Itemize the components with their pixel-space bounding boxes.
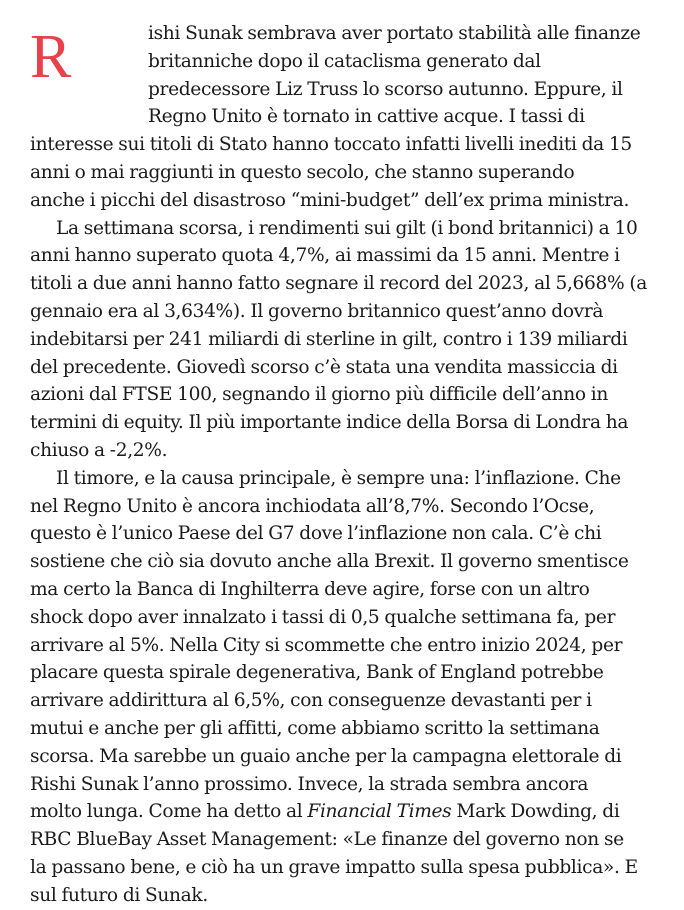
paragraph-line: anche i picchi del disastroso “mini-budget” dell’ex prima ministra. — [30, 189, 630, 211]
drop-cap: R — [30, 23, 72, 91]
italic-publication-name: Financial Times — [307, 801, 452, 823]
paragraph-line: titoli a due anni hanno fatto segnare il record del 2023, al 5,668% (a — [30, 273, 648, 295]
paragraph-line: scorsa. Ma sarebbe un guaio anche per la campagna elettorale di — [30, 745, 622, 767]
paragraph-line: nel Regno Unito è ancora inchiodata all’8,7%. Secondo l’Ocse, — [30, 495, 595, 517]
paragraph-line: Il timore, e la causa principale, è sempre una: l’inflazione. Che — [56, 467, 621, 489]
paragraph-3 — [30, 465, 670, 910]
paragraph-line: Regno Unito è tornato in cattive acque. I tassi di — [148, 106, 585, 128]
paragraph-line: Rishi Sunak l’anno prossimo. Invece, la strada sembra ancora — [30, 773, 589, 795]
paragraph-line: predecessore Liz Truss lo scorso autunno. Eppure, il — [148, 78, 623, 100]
paragraph-line: sostiene che ciò sia dovuto anche alla Brexit. Il governo smentisce — [30, 551, 629, 573]
paragraph-line: anni o mai raggiunti in questo secolo, che stanno superando — [30, 161, 575, 183]
paragraph-line: gennaio era al 3,634%). Il governo britannico quest’anno dovrà — [30, 300, 604, 322]
line-text: molto lunga. Come ha detto al — [30, 801, 308, 823]
article-body — [30, 20, 670, 910]
paragraph-line: sul futuro di Sunak. — [30, 884, 208, 906]
paragraph-line: questo è l’unico Paese del G7 dove l’inflazione non cala. C’è chi — [30, 523, 602, 545]
paragraph-1 — [30, 20, 670, 215]
paragraph-line: britanniche dopo il cataclisma generato dal — [148, 50, 541, 72]
paragraph-line: arrivare al 5%. Nella City si scommette che entro inizio 2024, per — [30, 634, 623, 656]
paragraph-line: La settimana scorsa, i rendimenti sui gilt (i bond britannici) a 10 — [56, 217, 638, 239]
line-text: Mark Dowding, di — [451, 801, 620, 823]
paragraph-line: interesse sui titoli di Stato hanno toccato infatti livelli inediti da 15 — [30, 134, 632, 156]
paragraph-line: mutui e anche per gli affitti, come abbiamo scritto la settimana — [30, 717, 600, 739]
paragraph-line: indebitarsi per 241 miliardi di sterline in gilt, contro i 139 miliardi — [30, 328, 628, 350]
paragraph-2 — [30, 215, 670, 465]
paragraph-line: shock dopo aver innalzato i tassi di 0,5 qualche settimana fa, per — [30, 606, 616, 628]
paragraph-line: ma certo la Banca di Inghilterra deve agire, forse con un altro — [30, 578, 590, 600]
paragraph-line: del precedente. Giovedì scorso c’è stata una vendita massiccia di — [30, 356, 618, 378]
paragraph-line: termini di equity. Il più importante indice della Borsa di Londra ha — [30, 412, 629, 434]
paragraph-line: azioni dal FTSE 100, segnando il giorno più difficile dell’anno in — [30, 384, 609, 406]
paragraph-line-with-italic — [30, 798, 670, 826]
paragraph-line: RBC BlueBay Asset Management: «Le finanze del governo non se — [30, 829, 624, 851]
paragraph-line: placare questa spirale degenerativa, Bank of England potrebbe — [30, 662, 604, 684]
paragraph-line: la passano bene, e ciò ha un grave impatto sulla spesa pubblica». E — [30, 856, 638, 878]
paragraph-line: ishi Sunak sembrava aver portato stabilità alle finanze — [148, 23, 641, 44]
paragraph-line: anni hanno superato quota 4,7%, ai massimi da 15 anni. Mentre i — [30, 245, 620, 267]
paragraph-line: chiuso a -2,2%. — [30, 439, 168, 461]
paragraph-line: arrivare addirittura al 6,5%, con conseguenze devastanti per i — [30, 690, 592, 712]
